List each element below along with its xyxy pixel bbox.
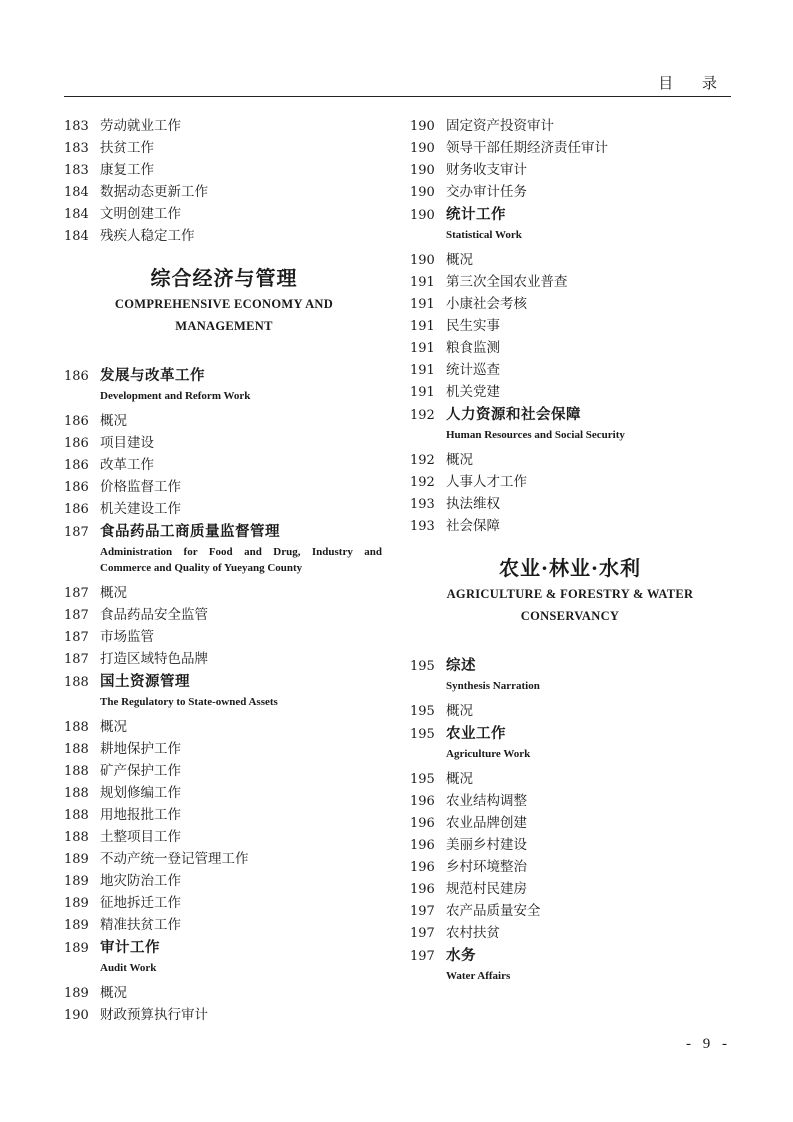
toc-entry[interactable]	[64, 1004, 384, 1026]
toc-entry[interactable]	[64, 432, 384, 454]
toc-page: 190	[410, 208, 435, 223]
toc-title: 概况	[446, 771, 473, 787]
toc-title: 概况	[100, 985, 127, 1001]
toc-page: 187	[64, 586, 89, 601]
toc-page: 187	[64, 525, 89, 540]
toc-page: 197	[410, 904, 435, 919]
toc-page: 190	[410, 253, 435, 268]
category-title-zh: 国土资源管理	[100, 674, 190, 690]
toc-entry[interactable]	[410, 493, 730, 515]
toc-category[interactable]	[64, 365, 384, 388]
toc-entry[interactable]	[64, 225, 384, 247]
toc-title: 改革工作	[100, 457, 154, 473]
toc-page: 190	[410, 119, 435, 134]
toc-page: 187	[64, 652, 89, 667]
toc-entry[interactable]	[410, 159, 730, 181]
toc-page: 195	[410, 704, 435, 719]
toc-page: 196	[410, 838, 435, 853]
toc-entry[interactable]	[64, 760, 384, 782]
toc-entry[interactable]	[64, 870, 384, 892]
toc-title: 领导干部任期经济责任审计	[446, 140, 608, 156]
toc-category[interactable]	[64, 521, 384, 544]
section-heading-economy	[64, 263, 384, 337]
toc-entry[interactable]	[410, 315, 730, 337]
toc-page: 187	[64, 630, 89, 645]
toc-page: 184	[64, 229, 89, 244]
toc-title: 数据动态更新工作	[100, 184, 208, 200]
toc-title: 土整项目工作	[100, 829, 181, 845]
toc-right-column	[410, 115, 730, 990]
toc-title: 耕地保护工作	[100, 741, 181, 757]
toc-page: 190	[64, 1008, 89, 1023]
toc-title: 小康社会考核	[446, 296, 527, 312]
toc-title: 精准扶贫工作	[100, 917, 181, 933]
toc-entry[interactable]	[410, 115, 730, 137]
toc-page: 186	[64, 369, 89, 384]
category-title-zh: 水务	[446, 948, 476, 964]
toc-entry[interactable]	[64, 203, 384, 225]
toc-page: 192	[410, 408, 435, 423]
toc-category[interactable]	[64, 671, 384, 694]
toc-entry[interactable]	[64, 716, 384, 738]
toc-entry[interactable]	[64, 804, 384, 826]
toc-page: 186	[64, 502, 89, 517]
toc-page: 197	[410, 949, 435, 964]
toc-page: 188	[64, 764, 89, 779]
toc-title: 执法维权	[446, 496, 500, 512]
toc-entry[interactable]	[410, 790, 730, 812]
category-title-en: Development and Reform Work	[100, 390, 251, 402]
section-title-zh: 综合经济与管理	[150, 266, 298, 290]
toc-page: 188	[64, 720, 89, 735]
toc-page: 183	[64, 163, 89, 178]
toc-entry[interactable]	[410, 834, 730, 856]
toc-entry[interactable]	[64, 454, 384, 476]
toc-entry[interactable]	[410, 471, 730, 493]
toc-page: 195	[410, 727, 435, 742]
toc-title: 农业品牌创建	[446, 815, 527, 831]
toc-title: 概况	[100, 719, 127, 735]
toc-title: 交办审计任务	[446, 184, 527, 200]
toc-title: 概况	[446, 252, 473, 268]
toc-title: 社会保障	[446, 518, 500, 534]
toc-entry[interactable]	[64, 410, 384, 432]
toc-title: 地灾防治工作	[100, 873, 181, 889]
toc-entry[interactable]	[410, 768, 730, 790]
toc-entry[interactable]	[410, 700, 730, 722]
toc-title: 农村扶贫	[446, 925, 500, 941]
category-title-en: Audit Work	[100, 962, 157, 974]
toc-title: 价格监督工作	[100, 479, 181, 495]
category-title-zh: 发展与改革工作	[100, 368, 205, 384]
toc-page: 184	[64, 185, 89, 200]
toc-title: 不动产统一登记管理工作	[100, 851, 249, 867]
toc-entry[interactable]	[410, 137, 730, 159]
category-title-zh: 统计工作	[446, 207, 506, 223]
category-title-en: Statistical Work	[446, 229, 522, 241]
toc-title: 康复工作	[100, 162, 154, 178]
toc-entry[interactable]	[64, 648, 384, 670]
toc-title: 固定资产投资审计	[446, 118, 554, 134]
toc-page: 190	[410, 185, 435, 200]
category-title-en: Administration for Food and Drug, Industry and Commerce and Quality of Yueyang County	[100, 546, 382, 574]
toc-entry[interactable]	[410, 922, 730, 944]
toc-title: 民生实事	[446, 318, 500, 334]
toc-entry[interactable]	[64, 159, 384, 181]
category-title-en: Human Resources and Social Security	[446, 429, 625, 441]
toc-title: 概况	[446, 452, 473, 468]
toc-title: 征地拆迁工作	[100, 895, 181, 911]
toc-page: 193	[410, 519, 435, 534]
toc-entry[interactable]	[64, 982, 384, 1004]
toc-page: 191	[410, 341, 435, 356]
toc-page: 190	[410, 141, 435, 156]
toc-page: 186	[64, 414, 89, 429]
toc-page: 196	[410, 816, 435, 831]
toc-entry[interactable]	[64, 582, 384, 604]
toc-title: 残疾人稳定工作	[100, 228, 195, 244]
toc-title: 机关党建	[446, 384, 500, 400]
toc-page: 183	[64, 119, 89, 134]
toc-title: 文明创建工作	[100, 206, 181, 222]
toc-title: 乡村环境整治	[446, 859, 527, 875]
toc-entry[interactable]	[410, 271, 730, 293]
toc-entry[interactable]	[410, 381, 730, 403]
toc-left-column	[64, 115, 384, 1026]
toc-page: 196	[410, 882, 435, 897]
toc-page: 189	[64, 918, 89, 933]
toc-entry[interactable]	[64, 181, 384, 203]
toc-entry[interactable]	[410, 515, 730, 537]
toc-entry[interactable]	[64, 738, 384, 760]
toc-title: 矿产保护工作	[100, 763, 181, 779]
toc-entry[interactable]	[410, 181, 730, 203]
toc-entry[interactable]	[410, 337, 730, 359]
page-number: - 9 -	[686, 1036, 731, 1052]
toc-page: 189	[64, 896, 89, 911]
toc-page: 191	[410, 319, 435, 334]
toc-page: 197	[410, 926, 435, 941]
toc-title: 农业结构调整	[446, 793, 527, 809]
toc-entry[interactable]	[64, 137, 384, 159]
toc-page: 191	[410, 385, 435, 400]
toc-title: 机关建设工作	[100, 501, 181, 517]
toc-page: 188	[64, 675, 89, 690]
category-title-zh: 食品药品工商质量监督管理	[100, 524, 280, 540]
toc-entry[interactable]	[410, 856, 730, 878]
category-title-en: Synthesis Narration	[446, 680, 540, 692]
toc-entry[interactable]	[64, 826, 384, 848]
toc-page: 189	[64, 874, 89, 889]
toc-title: 农产品质量安全	[446, 903, 541, 919]
toc-entry[interactable]	[64, 476, 384, 498]
toc-entry[interactable]	[410, 449, 730, 471]
toc-title: 扶贫工作	[100, 140, 154, 156]
toc-entry[interactable]	[64, 892, 384, 914]
toc-title: 概况	[100, 585, 127, 601]
toc-entry[interactable]	[410, 359, 730, 381]
toc-entry[interactable]	[64, 604, 384, 626]
toc-title: 人事人才工作	[446, 474, 527, 490]
category-title-en: Agriculture Work	[446, 748, 531, 760]
toc-entry[interactable]	[64, 848, 384, 870]
toc-entry[interactable]	[64, 782, 384, 804]
toc-page: 191	[410, 297, 435, 312]
section-title-en: COMPREHENSIVE ECONOMY AND MANAGEMENT	[114, 297, 334, 333]
category-title-en: The Regulatory to State-owned Assets	[100, 696, 278, 708]
toc-page: 195	[410, 659, 435, 674]
toc-entry[interactable]	[410, 293, 730, 315]
toc-title: 概况	[446, 703, 473, 719]
toc-title: 劳动就业工作	[100, 118, 181, 134]
category-title-zh: 综述	[446, 658, 476, 674]
toc-category[interactable]	[410, 404, 730, 427]
toc-page: 195	[410, 772, 435, 787]
toc-entry[interactable]	[64, 498, 384, 520]
toc-category[interactable]	[410, 655, 730, 678]
toc-page: 196	[410, 860, 435, 875]
toc-page: 184	[64, 207, 89, 222]
toc-title: 规范村民建房	[446, 881, 527, 897]
section-heading-agriculture	[410, 553, 730, 627]
toc-page: 186	[64, 480, 89, 495]
section-title-zh: 农业·林业·水利	[499, 556, 641, 580]
toc-title: 概况	[100, 413, 127, 429]
section-title-en: AGRICULTURE & FORESTRY & WATER CONSERVANCY	[446, 587, 694, 623]
toc-category[interactable]	[410, 723, 730, 746]
toc-title: 财政预算执行审计	[100, 1007, 208, 1023]
toc-page: 192	[410, 453, 435, 468]
toc-page: 193	[410, 497, 435, 512]
toc-page: 190	[410, 163, 435, 178]
toc-page: 196	[410, 794, 435, 809]
toc-page: 183	[64, 141, 89, 156]
toc-page: 187	[64, 608, 89, 623]
toc-page: 188	[64, 808, 89, 823]
toc-title: 美丽乡村建设	[446, 837, 527, 853]
toc-page: 191	[410, 275, 435, 290]
toc-title: 统计巡查	[446, 362, 500, 378]
toc-entry[interactable]	[64, 115, 384, 137]
category-title-zh: 人力资源和社会保障	[446, 407, 581, 423]
toc-title: 市场监管	[100, 629, 154, 645]
toc-page: 189	[64, 986, 89, 1001]
toc-page: 191	[410, 363, 435, 378]
toc-page: 188	[64, 742, 89, 757]
toc-title: 粮食监测	[446, 340, 500, 356]
toc-page: 186	[64, 436, 89, 451]
toc-entry[interactable]	[410, 878, 730, 900]
toc-title: 食品药品安全监管	[100, 607, 208, 623]
toc-title: 项目建设	[100, 435, 154, 451]
header-rule	[64, 96, 731, 97]
toc-category[interactable]	[64, 937, 384, 960]
toc-title: 规划修编工作	[100, 785, 181, 801]
toc-entry[interactable]	[410, 249, 730, 271]
toc-entry[interactable]	[64, 626, 384, 648]
toc-page: 189	[64, 852, 89, 867]
category-title-zh: 农业工作	[446, 726, 506, 742]
toc-entry[interactable]	[64, 914, 384, 936]
header-title: 目 录	[658, 74, 729, 92]
toc-entry[interactable]	[410, 812, 730, 834]
toc-title: 用地报批工作	[100, 807, 181, 823]
toc-page: 192	[410, 475, 435, 490]
toc-category[interactable]	[410, 204, 730, 227]
toc-title: 第三次全国农业普查	[446, 274, 568, 290]
toc-page: 188	[64, 830, 89, 845]
toc-page: 188	[64, 786, 89, 801]
category-title-zh: 审计工作	[100, 940, 160, 956]
toc-page: 186	[64, 458, 89, 473]
category-title-en: Water Affairs	[446, 970, 511, 982]
toc-page: 189	[64, 941, 89, 956]
toc-title: 打造区域特色品牌	[100, 651, 208, 667]
toc-category[interactable]	[410, 945, 730, 968]
toc-title: 财务收支审计	[446, 162, 527, 178]
toc-entry[interactable]	[410, 900, 730, 922]
